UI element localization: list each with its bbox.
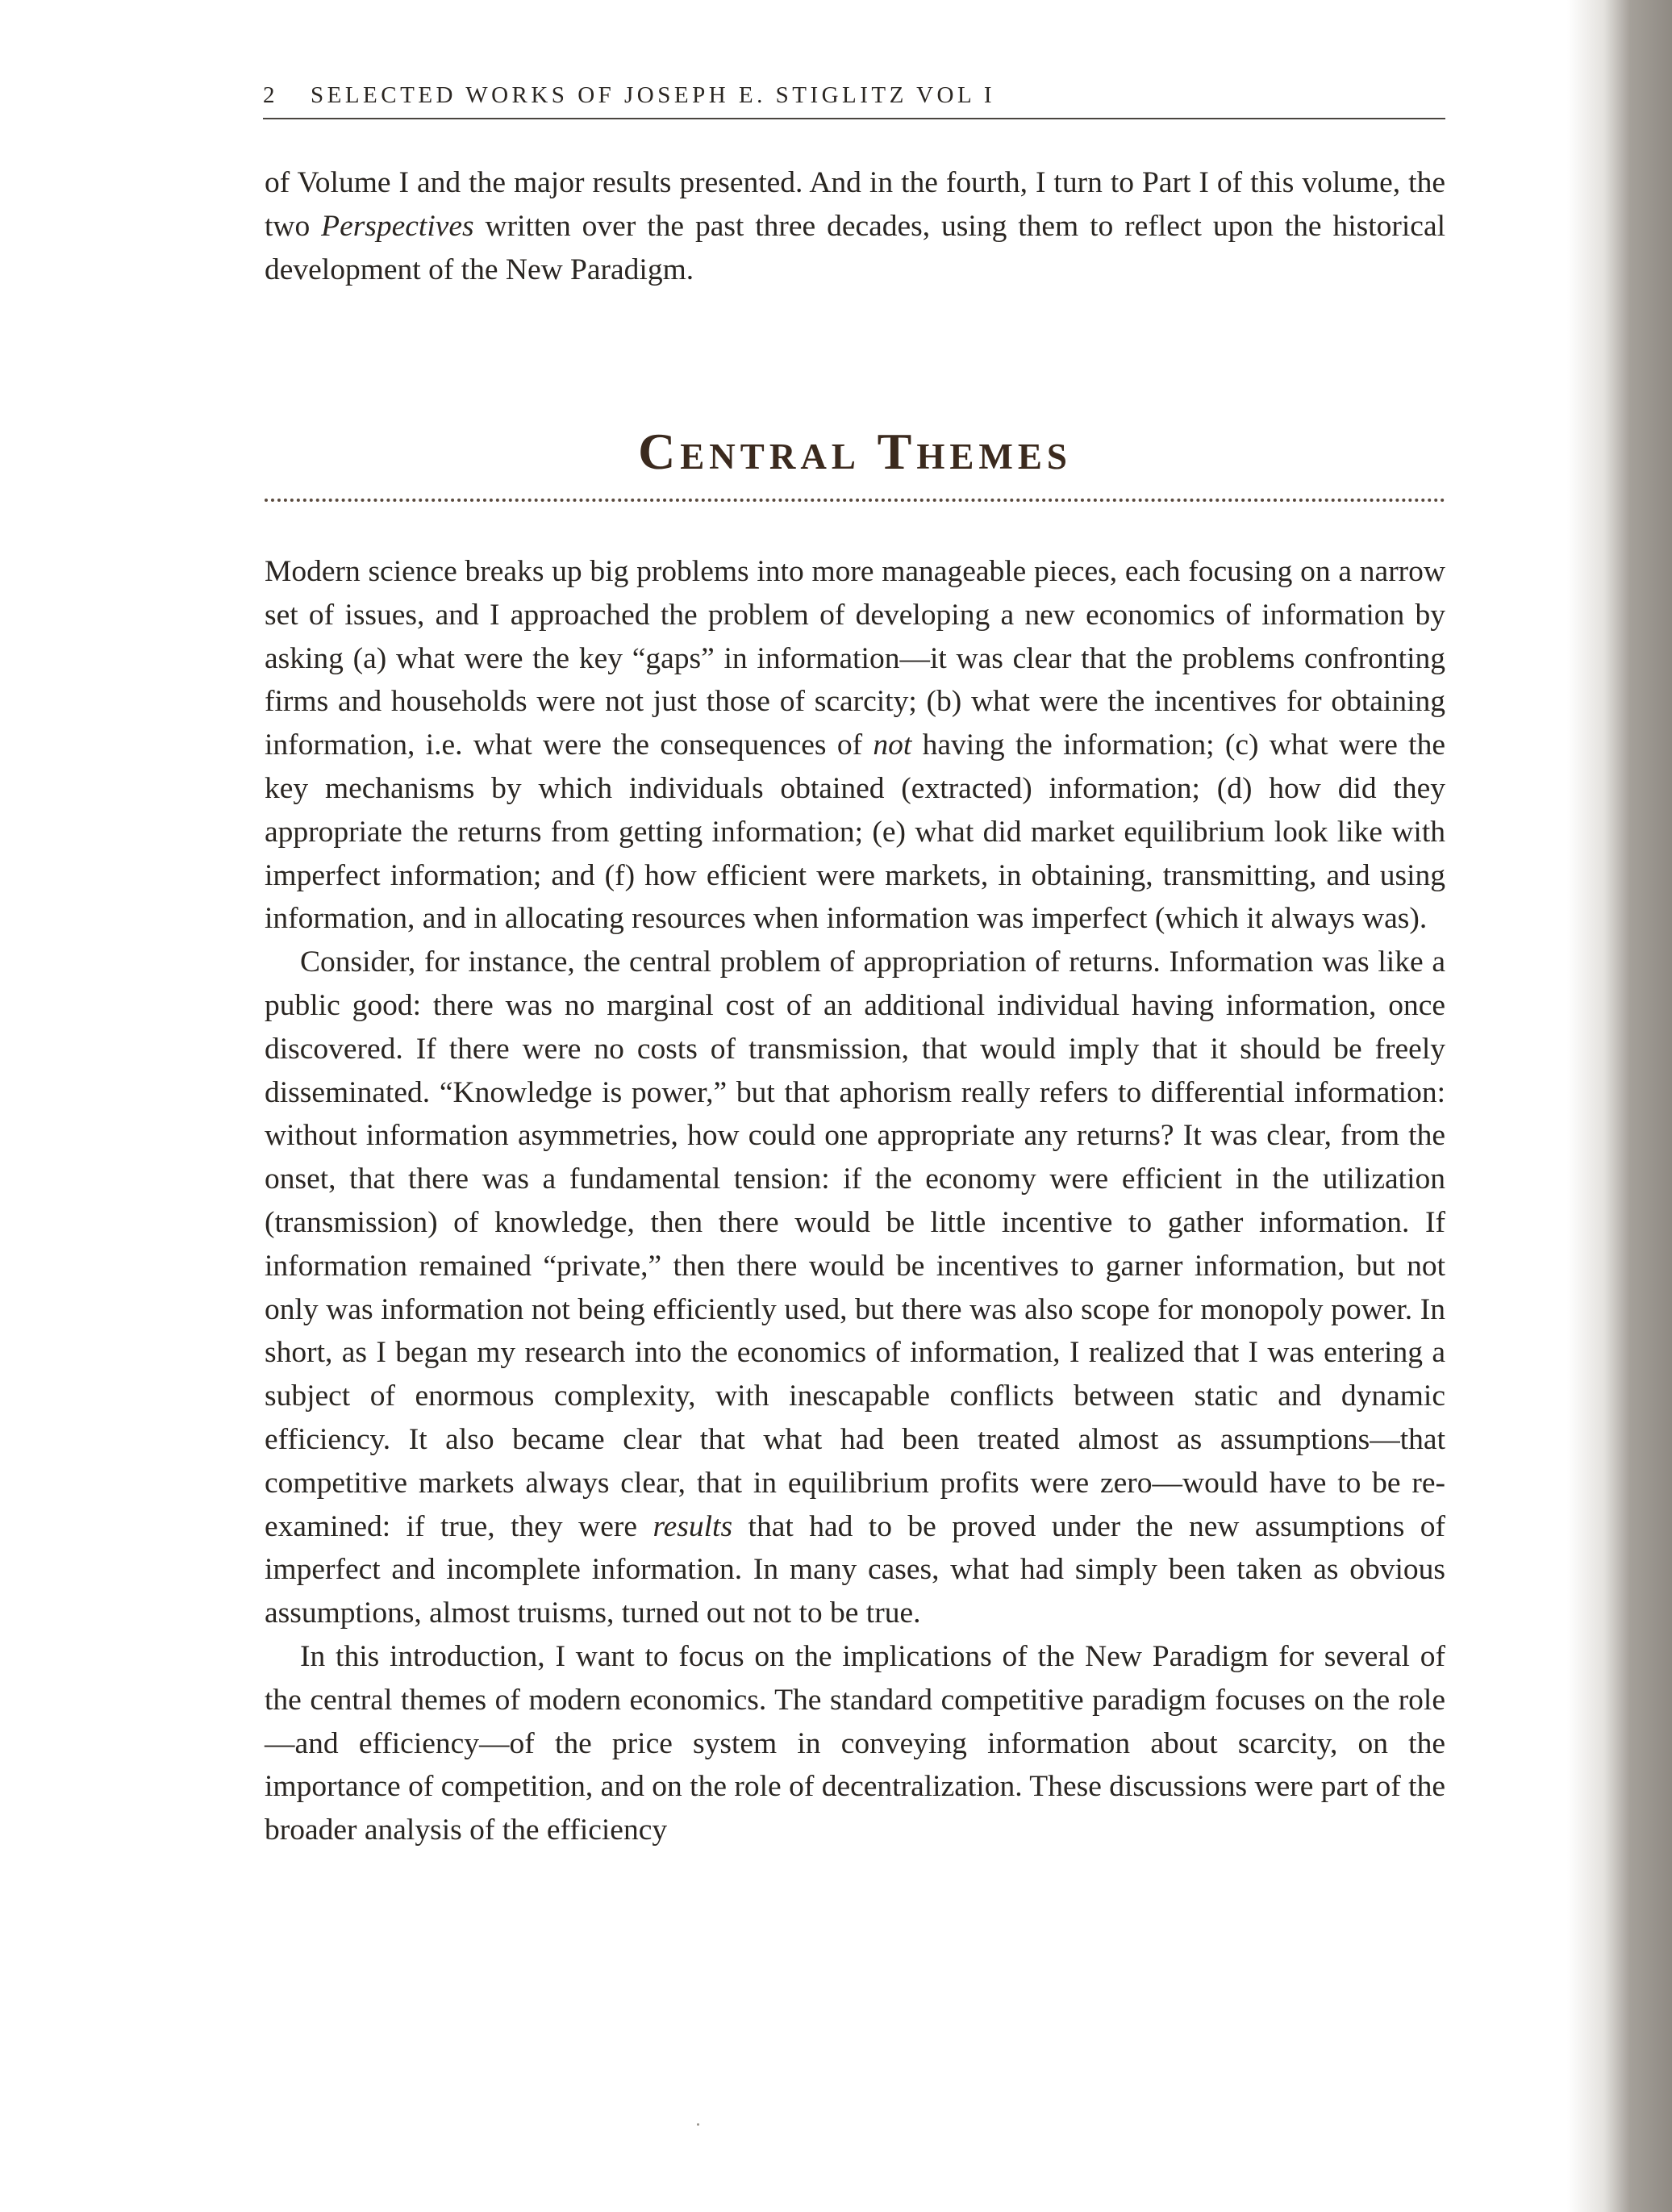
page-number: 2 bbox=[263, 82, 278, 108]
paragraph-1-italic: not bbox=[873, 728, 912, 762]
paragraph-1-end: having the information; (c) what were the key mechanisms by which individuals obtained (extracted) information; (d) how did they appropriate the returns from getting information; (e) what did market equilibrium look like with imperfect information; and (f) how efficient were markets, in obtaining, transmitting, and using information, and in allocating resources when information was imperfect (which it always was). bbox=[265, 728, 1445, 936]
running-head bbox=[263, 77, 1445, 119]
intro-paragraph-block bbox=[265, 161, 1445, 291]
paragraph-1 bbox=[265, 550, 1445, 941]
intro-italic-perspectives: Perspectives bbox=[321, 209, 474, 243]
paragraph-2-italic: results bbox=[653, 1509, 733, 1543]
running-head-title: SELECTED WORKS OF JOSEPH E. STIGLITZ VOL I bbox=[311, 82, 996, 108]
scan-speck bbox=[697, 2123, 699, 2126]
intro-paragraph bbox=[265, 161, 1445, 291]
paragraph-2 bbox=[265, 941, 1445, 1635]
page-edge-shadow bbox=[1567, 0, 1672, 2212]
body-text-block bbox=[265, 550, 1445, 1852]
paragraph-2-start: Consider, for instance, the central problem of appropriation of returns. Information was like a public good: there was no marginal cost of an additional individual having information, once discovered. If there were no costs of transmission, that would imply that it should be freely disseminated. “Knowledge is power,” but that aphorism really refers to differential information: without information asymmetries, how could one appropriate any returns? It was clear, from the onset, that there was a fundamental tension: if the economy were efficient in the utilization (transmission) of knowledge, then there would be little incentive to gather information. If information remained “private,” then there would be incentives to garner information, but not only was information not being efficiently used, but there was also scope for monopoly power. In short, as I began my research into the economics of information, I realized that I was entering a subject of enormous complexity, with inescapable conflicts between static and dynamic efficiency. It also became clear that what had been treated almost as assumptions—that competitive markets always clear, that in equilibrium profits were zero—would have to be re-examined: if true, they were bbox=[265, 945, 1445, 1543]
intro-text-end: written over the past three decades, using them to reflect upon the historical development of the New Paradigm. bbox=[265, 209, 1446, 286]
paragraph-3: In this introduction, I want to focus on the implications of the New Paradigm for several of the central themes of modern economics. The standard competitive paradigm focuses on the role—and efficiency—of the price system in conveying information about scarcity, on the importance of competition, and on the role of decentralization. These discussions were part of the broader analysis of the efficiency bbox=[265, 1639, 1445, 1847]
dotted-rule bbox=[265, 499, 1445, 502]
intro-text-start: of Volume I and the major results presented. And in the fourth, I turn to Part I of this volume, the two bbox=[265, 166, 1445, 243]
paragraph-2-end: that had to be proved under the new assumptions of imperfect and incomplete information. In many cases, what had simply been taken as obvious assumptions, almost truisms, turned out not to be true. bbox=[265, 1509, 1445, 1630]
section-heading: Central Themes bbox=[638, 423, 1072, 480]
paragraph-1-start: Modern science breaks up big problems into more manageable pieces, each focusing on a narrow set of issues, and I approached the problem of developing a new economics of information by asking (a) what were the key “gaps” in information—it was clear that the problems confronting firms and households were not just those of scarcity; (b) what were the incentives for obtaining information, i.e. what were the consequences of bbox=[265, 555, 1445, 762]
